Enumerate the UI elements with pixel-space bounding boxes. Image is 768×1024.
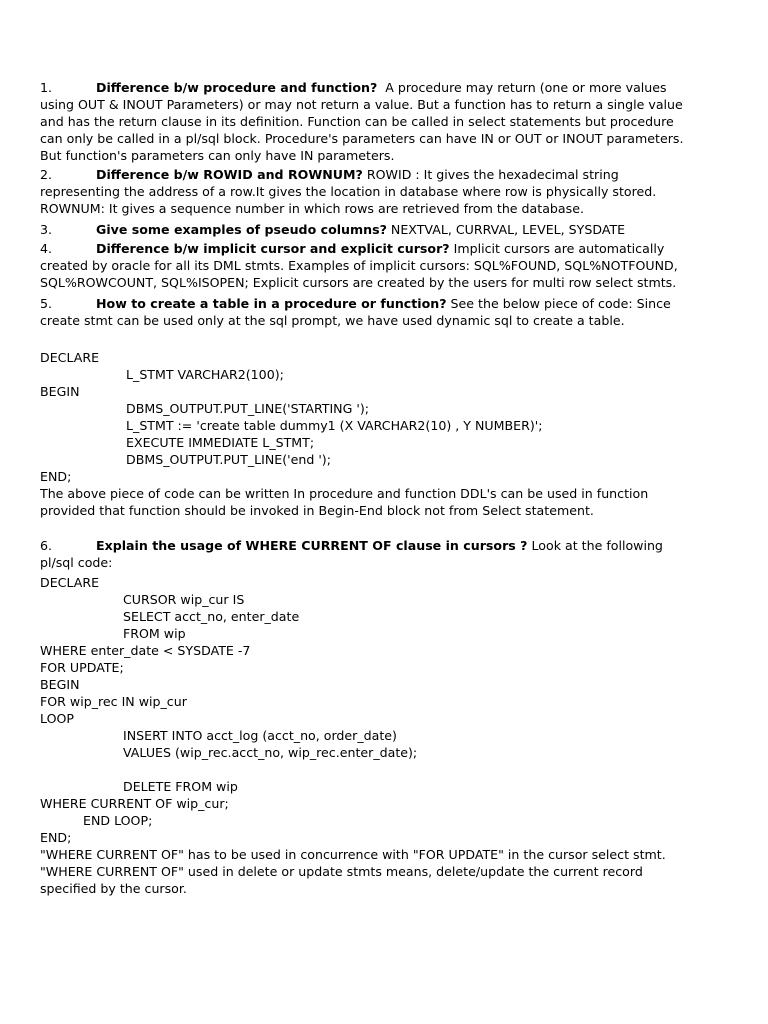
- code-line: FROM wip: [123, 626, 186, 641]
- code-line: DBMS_OUTPUT.PUT_LINE('STARTING ');: [126, 401, 369, 416]
- qa-item-6: [40, 537, 690, 571]
- note-paragraph: "WHERE CURRENT OF" has to be used in concurrence with "FOR UPDATE" in the cursor select stmt.: [40, 847, 666, 862]
- qa-item-4: [40, 240, 690, 291]
- code-line: END;: [40, 469, 72, 484]
- qa-item-5: [40, 295, 690, 329]
- qa-item-2: [40, 166, 690, 217]
- code-line: CURSOR wip_cur IS: [123, 592, 245, 607]
- code-line: SELECT acct_no, enter_date: [123, 609, 300, 624]
- question-text: Explain the usage of WHERE CURRENT OF clause in cursors ?: [96, 538, 528, 553]
- code-line: LOOP: [40, 711, 74, 726]
- code-line: EXECUTE IMMEDIATE L_STMT;: [126, 435, 315, 450]
- question-text: How to create a table in a procedure or function?: [96, 296, 447, 311]
- document-page: [40, 79, 690, 897]
- code-line: WHERE CURRENT OF wip_cur;: [40, 796, 229, 811]
- spacer: [40, 519, 690, 537]
- code-line: L_STMT := 'create table dummy1 (X VARCHAR2(10) , Y NUMBER)';: [126, 418, 543, 433]
- code-line: L_STMT VARCHAR2(100);: [126, 367, 284, 382]
- code-line: BEGIN: [40, 677, 80, 692]
- item-number: 6.: [40, 538, 53, 553]
- answer-text: Look at the following pl/sql code:: [40, 538, 663, 570]
- code-line: DECLARE: [40, 350, 100, 365]
- code-line: WHERE enter_date < SYSDATE -7: [40, 643, 251, 658]
- item-number: 2.: [40, 167, 53, 182]
- question-text: Difference b/w ROWID and ROWNUM?: [96, 167, 363, 182]
- code-line: FOR UPDATE;: [40, 660, 124, 675]
- code-line: END;: [40, 830, 72, 845]
- item-number: 3.: [40, 222, 53, 237]
- answer-text: ROWID : It gives the hexadecimal string representing the address of a row.It gives the location in database where row is physically stored. ROWNUM: It gives a sequence number in which rows are retrieved from the database.: [40, 167, 657, 216]
- item-number: 1.: [40, 80, 53, 95]
- code-line: FOR wip_rec IN wip_cur: [40, 694, 187, 709]
- code-line: DECLARE: [40, 575, 100, 590]
- qa-item-1: [40, 79, 690, 164]
- code-blank-line: [40, 761, 690, 778]
- answer-text: See the below piece of code: Since create stmt can be used only at the sql prompt, we have used dynamic sql to create a table.: [40, 296, 671, 328]
- code-line: DBMS_OUTPUT.PUT_LINE('end ');: [126, 452, 331, 467]
- code-line: DELETE FROM wip: [123, 779, 238, 794]
- code-line: VALUES (wip_rec.acct_no, wip_rec.enter_date);: [123, 745, 418, 760]
- note-paragraph: "WHERE CURRENT OF" used in delete or update stmts means, delete/update the current record specified by the cursor.: [40, 864, 643, 896]
- question-text: Give some examples of pseudo columns?: [96, 222, 387, 237]
- spacer: [40, 329, 690, 349]
- answer-text: Implicit cursors are automatically created by oracle for all its DML stmts. Examples of implicit cursors: SQL%FOUND, SQL%NOTFOUND, SQL%ROWCOUNT, SQL%ISOPEN; Explicit cursors are created by the users for multi row select stmts.: [40, 241, 678, 290]
- code-line: END LOOP;: [83, 813, 153, 828]
- item-number: 4.: [40, 241, 53, 256]
- code-line: INSERT INTO acct_log (acct_no, order_date): [123, 728, 397, 743]
- answer-text: A procedure may return (one or more values using OUT & INOUT Parameters) or may not return a value. But a function has to return a single value and has the return clause in its definition. Function can be called in select statements but procedure can only be called in a pl/sql block. Procedure's parameters can have IN or OUT or INOUT parameters. But function's parameters can only have IN parameters.: [40, 80, 684, 163]
- question-text: Difference b/w procedure and function?: [96, 80, 378, 95]
- question-text: Difference b/w implicit cursor and explicit cursor?: [96, 241, 450, 256]
- code-block-1: [40, 349, 690, 485]
- answer-text: NEXTVAL, CURRVAL, LEVEL, SYSDATE: [390, 222, 626, 237]
- note-paragraph: The above piece of code can be written In procedure and function DDL's can be used in function provided that function should be invoked in Begin-End block not from Select statement.: [40, 486, 649, 518]
- code-block-2: [40, 574, 690, 846]
- qa-item-3: [40, 221, 690, 238]
- item-number: 5.: [40, 296, 53, 311]
- code-line: BEGIN: [40, 384, 80, 399]
